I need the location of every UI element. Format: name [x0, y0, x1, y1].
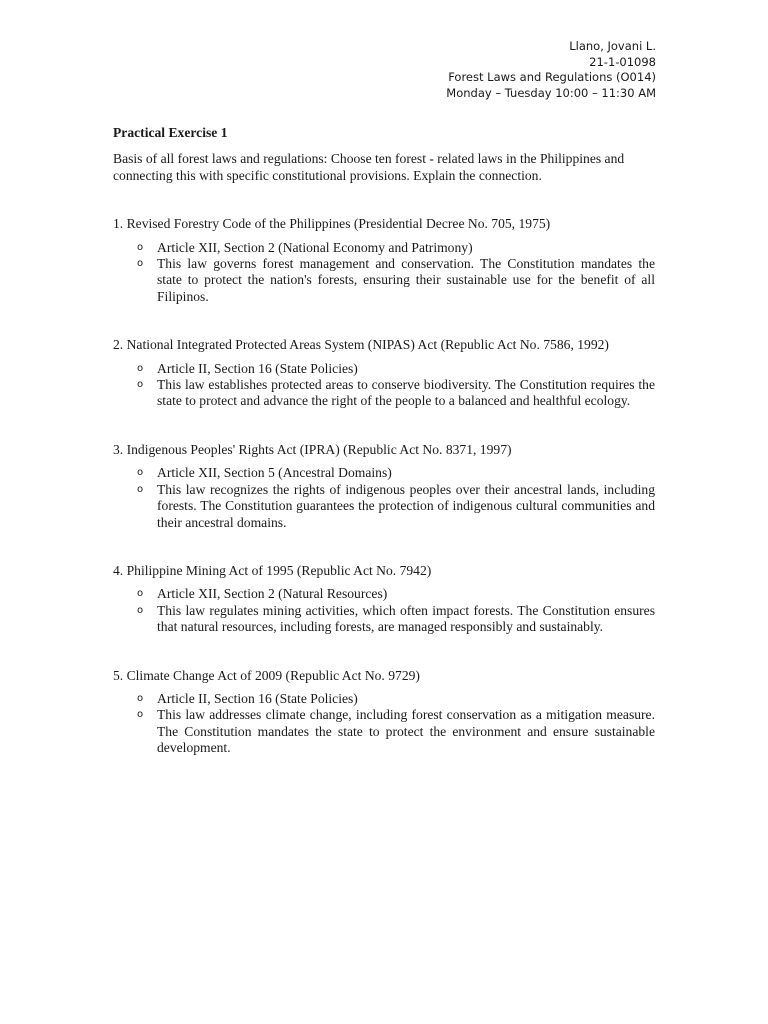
- provision-item: [113, 465, 655, 481]
- explanation-item: [113, 377, 655, 410]
- law-bullets: [113, 465, 655, 531]
- law-section: [113, 216, 655, 305]
- bullet-marker-icon: o: [137, 692, 144, 704]
- provision-text: Article XII, Section 2 (National Economy and Patrimony): [157, 239, 473, 255]
- explanation-text: This law addresses climate change, including forest conservation as a mitigation measure. The Constitution mandates the state to protect the environment and ensure sustainable development.: [157, 707, 655, 756]
- bullet-marker-icon: o: [137, 604, 144, 616]
- bullet-marker-icon: o: [137, 362, 144, 374]
- law-title: 1. Revised Forestry Code of the Philippines (Presidential Decree No. 705, 1975): [113, 216, 551, 232]
- provision-text: Article II, Section 16 (State Policies): [157, 360, 358, 376]
- explanation-text: This law regulates mining activities, which often impact forests. The Constitution ensures that natural resources, including forests, are managed responsibly and sustainably.: [157, 602, 655, 635]
- law-title: 4. Philippine Mining Act of 1995 (Republic Act No. 7942): [113, 562, 432, 578]
- bullet-marker-icon: o: [137, 379, 144, 391]
- law-section: [113, 337, 655, 410]
- document-body: [113, 125, 655, 757]
- provision-item: [113, 240, 655, 256]
- student-id: 21-1-01098: [589, 54, 656, 69]
- law-title: 3. Indigenous Peoples' Rights Act (IPRA) (Republic Act No. 8371, 1997): [113, 441, 512, 457]
- provision-item: [113, 361, 655, 377]
- law-bullets: [113, 240, 655, 306]
- law-section: [113, 442, 655, 531]
- law-section: [113, 668, 655, 757]
- explanation-text: This law establishes protected areas to conserve biodiversity. The Constitution requires the state to protect and advance the right of the people to a balanced and healthful ecology.: [157, 377, 655, 409]
- class-schedule: Monday – Tuesday 10:00 – 11:30 AM: [446, 85, 656, 100]
- exercise-intro: Basis of all forest laws and regulations: Choose ten forest - related laws in the Philippines and connecting this with specific constitutional provisions. Explain the connection.: [113, 151, 625, 183]
- explanation-item: [113, 603, 655, 636]
- explanation-item: [113, 256, 655, 305]
- bullet-marker-icon: o: [137, 588, 144, 600]
- bullet-marker-icon: o: [137, 241, 144, 253]
- law-section: [113, 563, 655, 636]
- law-bullets: [113, 361, 655, 410]
- provision-item: [113, 691, 655, 707]
- course-name: Forest Laws and Regulations (O014): [448, 70, 656, 85]
- explanation-text: This law recognizes the rights of indigenous peoples over their ancestral lands, including forests. The Constitution guarantees the protection of indigenous cultural communities and their ancestral domains.: [157, 481, 655, 530]
- provision-item: [113, 586, 655, 602]
- law-title: 5. Climate Change Act of 2009 (Republic Act No. 9729): [113, 667, 420, 683]
- bullet-marker-icon: o: [137, 467, 144, 479]
- provision-text: Article XII, Section 5 (Ancestral Domains): [157, 465, 392, 481]
- exercise-title: Practical Exercise 1: [113, 125, 228, 140]
- bullet-marker-icon: o: [137, 258, 144, 270]
- explanation-item: [113, 482, 655, 531]
- student-name: Llano, Jovani L.: [569, 39, 656, 53]
- provision-text: Article II, Section 16 (State Policies): [157, 690, 358, 706]
- law-bullets: [113, 586, 655, 635]
- explanation-item: [113, 707, 655, 756]
- explanation-text: This law governs forest management and conservation. The Constitution mandates the state to protect the nation's forests, ensuring their sustainable use for the benefit of all Filipinos.: [157, 256, 655, 304]
- law-bullets: [113, 691, 655, 757]
- provision-text: Article XII, Section 2 (Natural Resources): [157, 586, 388, 602]
- document-header: [446, 39, 656, 101]
- bullet-marker-icon: o: [137, 483, 144, 495]
- bullet-marker-icon: o: [137, 709, 144, 721]
- law-title: 2. National Integrated Protected Areas System (NIPAS) Act (Republic Act No. 7586, 1992): [113, 337, 609, 353]
